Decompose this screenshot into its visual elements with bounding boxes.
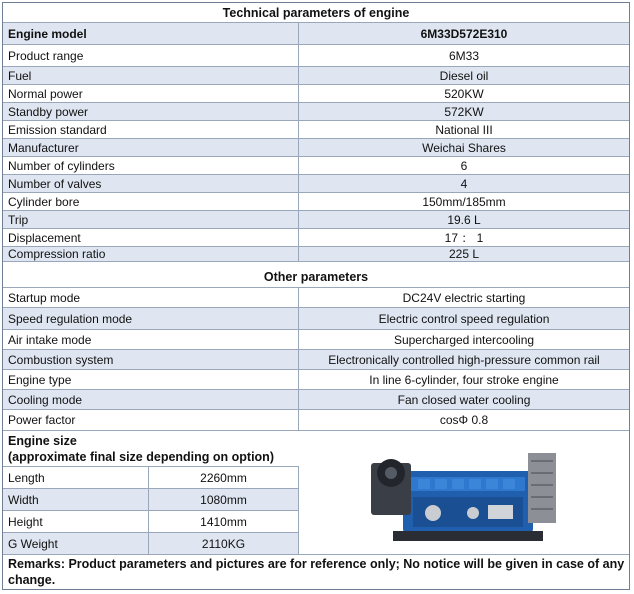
param-label: Standby power: [3, 103, 299, 120]
section-title-technical: Technical parameters of engine: [3, 3, 629, 23]
other-param-value: Fan closed water cooling: [397, 392, 531, 407]
param-row: [3, 67, 629, 85]
param-row: [3, 175, 629, 193]
param-value: 17 ： 1: [444, 231, 484, 245]
other-param-label: Startup mode: [3, 288, 299, 307]
size-value: 2260mm: [148, 467, 298, 488]
engine-size-title-line1: Engine size: [8, 434, 77, 448]
other-param-row: [3, 370, 629, 390]
param-value: 520KW: [444, 86, 484, 101]
param-value: 150mm/185mm: [422, 194, 506, 209]
section-title-other: Other parameters: [3, 266, 629, 288]
engine-size-title: [8, 433, 298, 465]
param-label: Displacement: [3, 229, 299, 246]
param-value: 6M33: [448, 48, 480, 63]
other-param-row: [3, 410, 629, 431]
param-label: Number of valves: [3, 175, 299, 192]
size-row: [3, 510, 299, 532]
param-value: National III: [435, 122, 493, 137]
size-label: Width: [8, 492, 39, 507]
param-label: Cylinder bore: [3, 193, 299, 210]
size-label: G Weight: [8, 536, 58, 551]
other-param-value: cosΦ 0.8: [439, 413, 489, 427]
param-value: 6: [460, 158, 468, 173]
other-param-label: Power factor: [3, 410, 299, 430]
param-row: [3, 229, 629, 247]
other-param-label: Speed regulation mode: [3, 308, 299, 329]
param-label: Fuel: [3, 67, 299, 84]
param-row: [3, 157, 629, 175]
size-value: 1080mm: [148, 489, 298, 510]
other-param-label: Air intake mode: [3, 330, 299, 349]
engine-spec-sheet: [2, 2, 630, 590]
param-label: Number of cylinders: [3, 157, 299, 174]
size-label: Height: [8, 514, 43, 529]
engine-photo: [363, 433, 563, 553]
engine-model-label: Engine model: [3, 23, 299, 44]
size-label: Length: [8, 470, 45, 485]
param-value: Weichai Shares: [422, 140, 506, 155]
param-row: [3, 139, 629, 157]
param-row: [3, 45, 629, 67]
other-param-value: Electronically controlled high-pressure common rail: [328, 352, 600, 367]
size-row: [3, 466, 299, 488]
other-param-row: [3, 288, 629, 308]
param-value: 19.6 L: [447, 212, 481, 227]
param-label: Compression ratio: [3, 247, 299, 261]
engine-size-title-line2: (approximate final size depending on option): [8, 450, 274, 464]
param-row: [3, 103, 629, 121]
engine-model-value: 6M33D572E310: [420, 26, 508, 41]
engine-model-row: [3, 23, 629, 45]
param-row: [3, 211, 629, 229]
param-row: [3, 85, 629, 103]
param-value: 225 L: [448, 247, 480, 261]
param-label: Trip: [3, 211, 299, 228]
other-param-value: DC24V electric starting: [402, 290, 526, 305]
other-param-value: Supercharged intercooling: [393, 332, 535, 347]
param-label: Emission standard: [3, 121, 299, 138]
size-value: 1410mm: [148, 511, 298, 532]
size-row: [3, 488, 299, 510]
other-param-value: Electric control speed regulation: [378, 311, 550, 326]
other-param-row: [3, 308, 629, 330]
param-row: [3, 193, 629, 211]
other-param-row: [3, 350, 629, 370]
other-param-label: Engine type: [3, 370, 299, 389]
param-row: [3, 247, 629, 262]
other-param-value: In line 6-cylinder, four stroke engine: [369, 372, 559, 387]
size-value: 2110KG: [148, 533, 298, 554]
remarks-text: Remarks: Product parameters and pictures are for reference only; No notice will be given in case of any change.: [8, 557, 625, 587]
other-param-label: Combustion system: [3, 350, 299, 369]
param-label: Normal power: [3, 85, 299, 102]
param-value: 4: [460, 176, 468, 191]
param-label: Product range: [3, 45, 299, 66]
param-value: Diesel oil: [439, 68, 489, 83]
other-param-label: Cooling mode: [3, 390, 299, 409]
size-row: [3, 532, 299, 554]
other-param-row: [3, 390, 629, 410]
other-param-row: [3, 330, 629, 350]
param-value: 572KW: [444, 104, 484, 119]
param-row: [3, 121, 629, 139]
param-label: Manufacturer: [3, 139, 299, 156]
